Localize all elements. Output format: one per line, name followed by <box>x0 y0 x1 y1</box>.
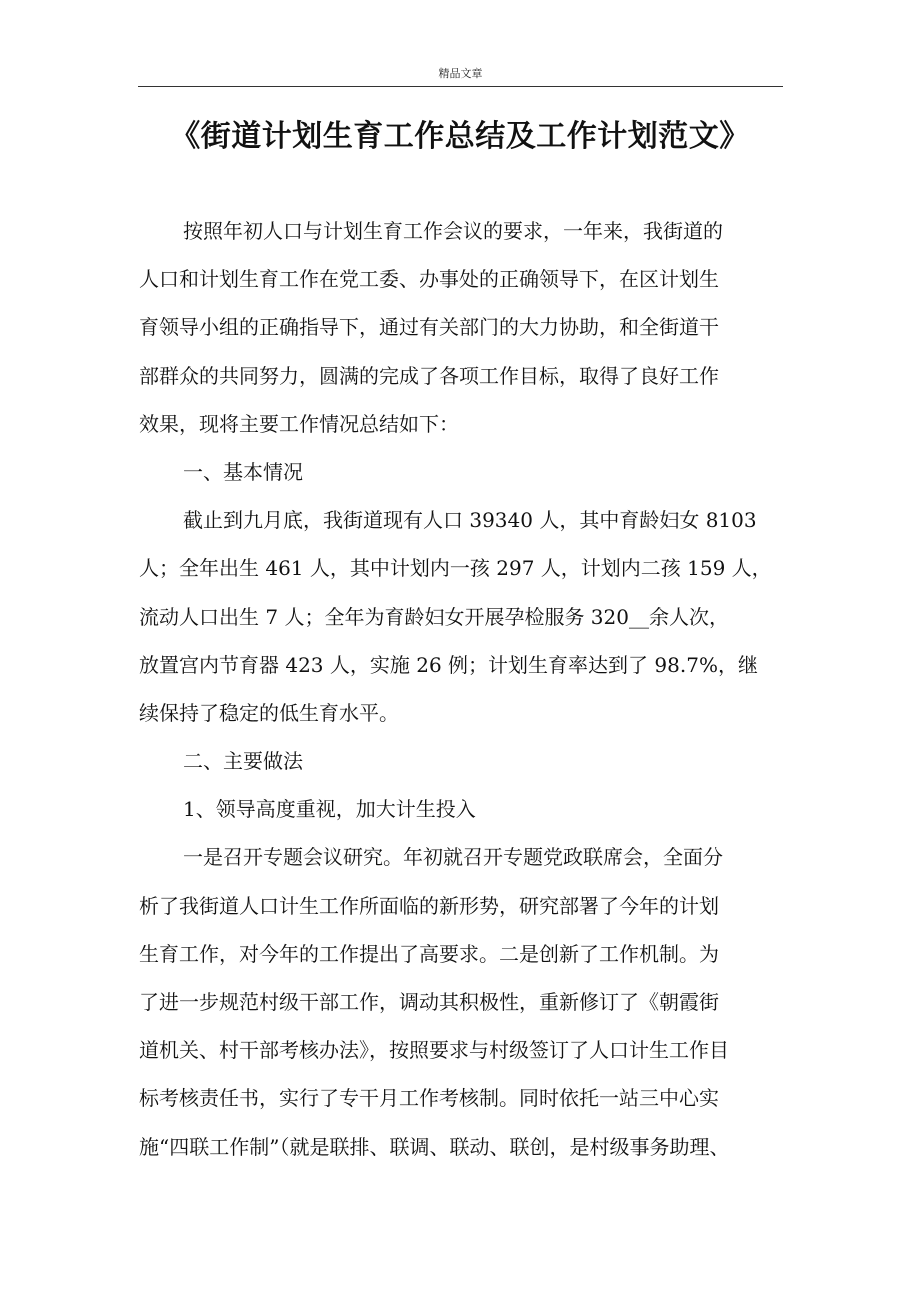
paragraph-line: 施“四联工作制”（就是联排、联调、联动、联创，是村级事务助理、 <box>139 1134 730 1159</box>
paragraph-line: 按照年初人口与计划生育工作会议的要求，一年来，我街道的 <box>183 219 723 243</box>
paragraph-line: 部群众的共同努力，圆满的完成了各项工作目标，取得了良好工作 <box>139 363 719 388</box>
paragraph-line: 人口和计划生育工作在党工委、办事处的正确领导下，在区计划生 <box>139 267 719 292</box>
paragraph-line: 一是召开专题会议研究。年初就召开专题党政联席会，全面分 <box>183 845 723 870</box>
paragraph-line: 截止到九月底，我街道现有人口 39340 人，其中育龄妇女 8103 <box>183 508 757 533</box>
section-heading: 二、主要做法 <box>183 749 303 774</box>
page-header: 精品文章 <box>438 67 483 80</box>
section-heading: 一、基本情况 <box>183 459 303 484</box>
paragraph-line: 流动人口出生 7 人；全年为育龄妇女开展孕检服务 320__余人次， <box>139 604 729 629</box>
document-title: 《街道计划生育工作总结及工作计划范文》 <box>170 119 750 154</box>
paragraph-line: 析了我街道人口计生工作所面临的新形势，研究部署了今年的计划 <box>139 893 719 918</box>
paragraph-line: 道机关、村干部考核办法》，按照要求与村级签订了人口计生工作目 <box>139 1038 729 1063</box>
document-body <box>139 207 799 1171</box>
paragraph-line: 续保持了稳定的低生育水平。 <box>139 700 399 725</box>
subsection-heading: 1、领导高度重视，加大计生投入 <box>183 797 476 822</box>
paragraph-line: 育领导小组的正确指导下，通过有关部门的大力协助，和全街道干 <box>139 315 719 340</box>
paragraph-line: 放置宫内节育器 423 人，实施 26 例；计划生育率达到了 98.7%，继 <box>139 652 758 677</box>
paragraph-line: 效果，现将主要工作情况总结如下： <box>139 411 459 436</box>
paragraph-line: 人；全年出生 461 人，其中计划内一孩 297 人，计划内二孩 159 人， <box>139 556 772 581</box>
paragraph-line: 了进一步规范村级干部工作，调动其积极性，重新修订了《朝霞街 <box>139 990 719 1014</box>
paragraph-line: 标考核责任书，实行了专干月工作考核制。同时依托一站三中心实 <box>139 1086 719 1111</box>
header-divider <box>138 86 783 87</box>
paragraph-line: 生育工作，对今年的工作提出了高要求。二是创新了工作机制。为 <box>139 941 719 966</box>
